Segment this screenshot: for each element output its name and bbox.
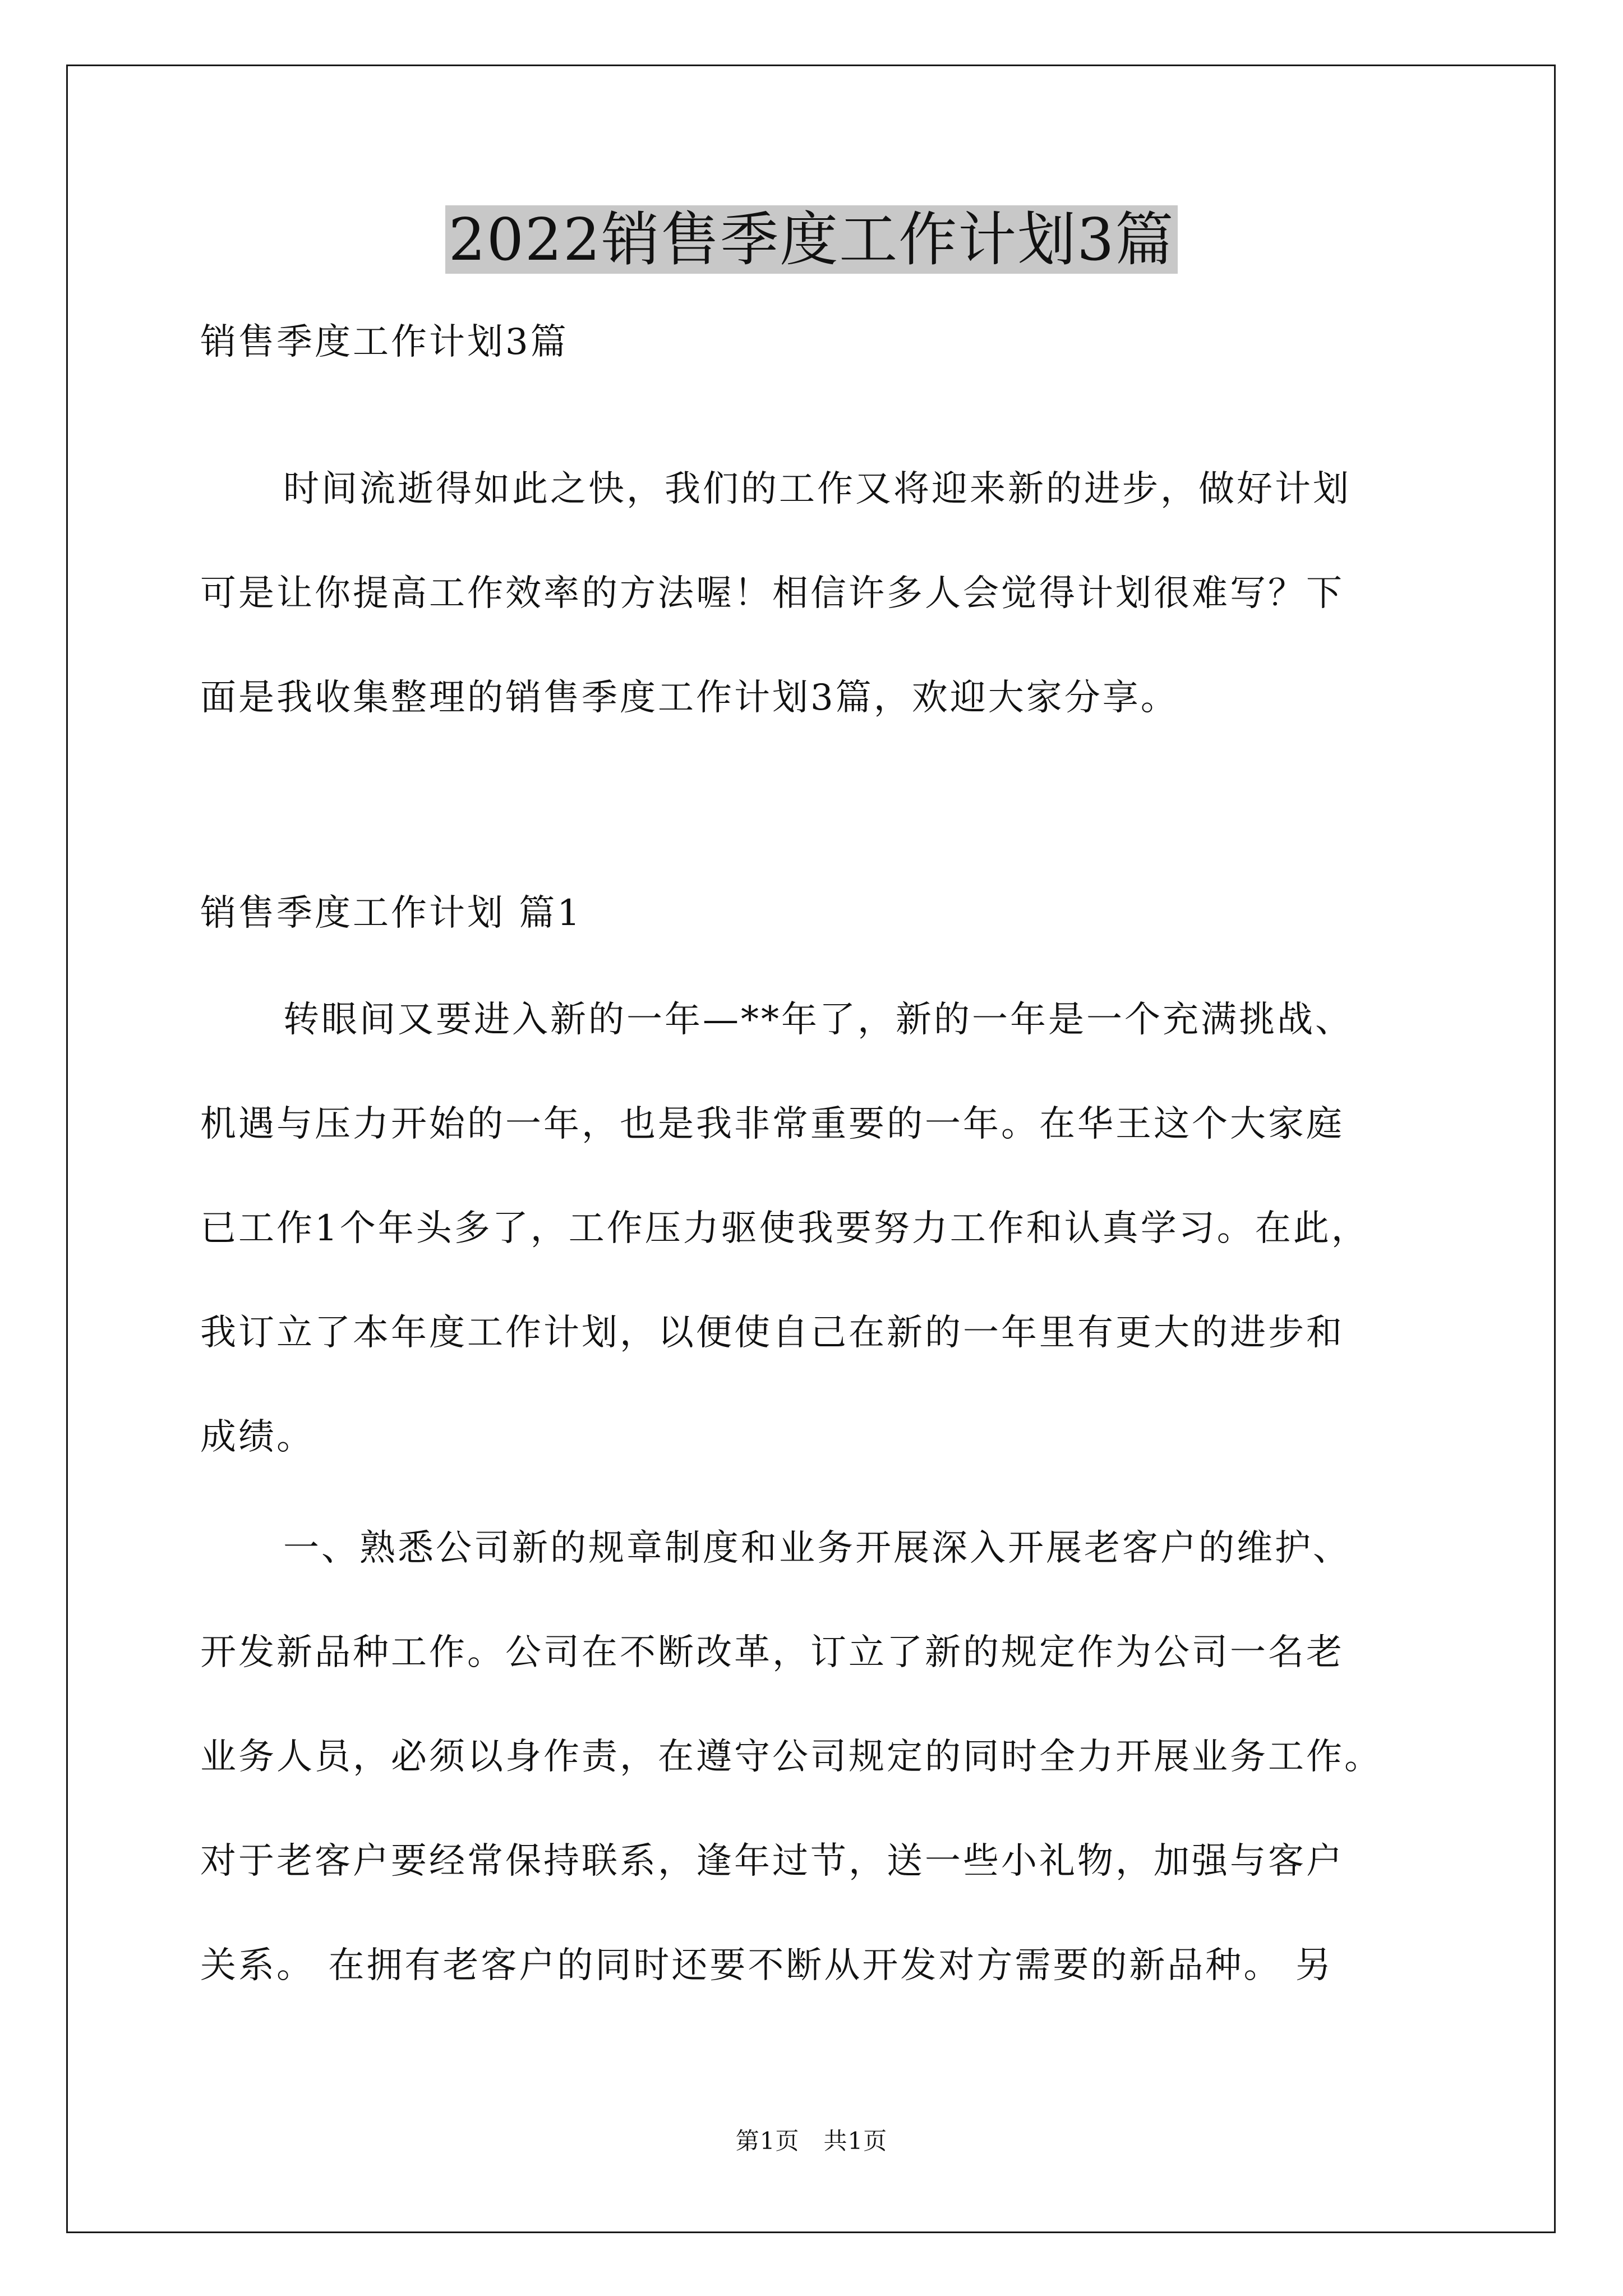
document-title-text: 2022销售季度工作计划3篇 [445, 205, 1178, 274]
paragraph-1-line: 成绩。 [200, 1416, 315, 1458]
section-heading: 销售季度工作计划 篇1 [200, 892, 583, 934]
intro-line: 时间流逝得如此之快，我们的工作又将迎来新的进步，做好计划 [283, 468, 1351, 510]
document-title [0, 197, 1623, 282]
paragraph-2 [200, 1520, 1434, 2042]
paragraph-1-line: 转眼间又要进入新的一年—**年了，新的一年是一个充满挑战、 [283, 999, 1353, 1041]
intro-paragraph [200, 461, 1434, 774]
paragraph-2-line: 开发新品种工作。公司在不断改革，订立了新的规定作为公司一名老 [200, 1632, 1344, 1673]
paragraph-2-line: 关系。 在拥有老客户的同时还要不断从开发对方需要的新品种。 另 [200, 1945, 1334, 1986]
page-number-footer: 第1页 共1页 [735, 2127, 888, 2155]
paragraph-1 [200, 992, 1434, 1513]
paragraph-1-line: 我订立了本年度工作计划，以便使自己在新的一年里有更大的进步和 [200, 1312, 1344, 1354]
paragraph-2-line: 对于老客户要经常保持联系，逢年过节，送一些小礼物，加强与客户 [200, 1841, 1344, 1882]
paragraph-2-line: 业务人员，必须以身作责，在遵守公司规定的同时全力开展业务工作。 [200, 1736, 1382, 1778]
paragraph-1-line: 已工作1个年头多了，工作压力驱使我要努力工作和认真学习。在此， [200, 1208, 1370, 1249]
paragraph-2-line: 一、熟悉公司新的规章制度和业务开展深入开展老客户的维护、 [283, 1527, 1351, 1569]
document-subtitle: 销售季度工作计划3篇 [200, 321, 569, 363]
intro-line: 面是我收集整理的销售季度工作计划3篇，欢迎大家分享。 [200, 677, 1179, 719]
paragraph-1-line: 机遇与压力开始的一年，也是我非常重要的一年。在华王这个大家庭 [200, 1103, 1344, 1145]
intro-line: 可是让你提高工作效率的方法喔！相信许多人会觉得计划很难写？下 [200, 573, 1344, 614]
